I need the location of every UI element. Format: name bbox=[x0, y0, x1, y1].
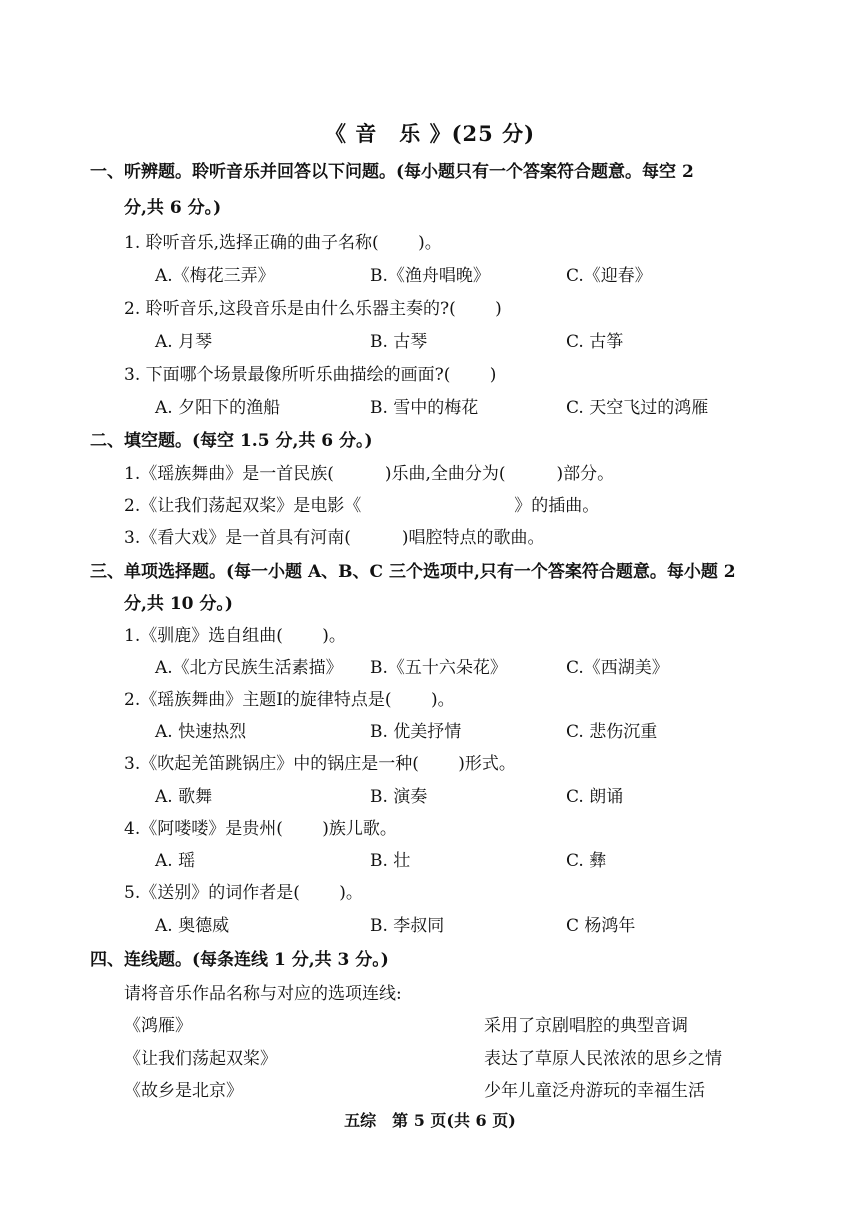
option-c: C. 彝 bbox=[566, 851, 607, 871]
option-c: C.《迎春》 bbox=[566, 266, 652, 286]
question-text: 1.《驯鹿》选自组曲( )。 bbox=[124, 626, 346, 646]
option-a: A. 夕阳下的渔船 bbox=[155, 398, 281, 418]
question-text: 2. 聆听音乐,这段音乐是由什么乐器主奏的?( ) bbox=[124, 299, 502, 319]
page-title: 《 音 乐 》(25 分) bbox=[324, 121, 536, 146]
option-c: C. 悲伤沉重 bbox=[566, 722, 658, 742]
section-1-heading-cont: 分,共 6 分。) bbox=[124, 198, 222, 218]
matching-right-item: 少年儿童泛舟游玩的幸福生活 bbox=[484, 1081, 705, 1101]
option-c: C. 古筝 bbox=[566, 332, 624, 352]
option-b: B. 雪中的梅花 bbox=[370, 398, 479, 418]
option-c: C. 朗诵 bbox=[566, 787, 624, 807]
option-a: A.《梅花三弄》 bbox=[155, 266, 275, 286]
option-b: B. 壮 bbox=[370, 851, 411, 871]
question-text: 2.《让我们荡起双桨》是电影《 》的插曲。 bbox=[124, 496, 600, 516]
option-a: A. 歌舞 bbox=[155, 787, 213, 807]
question-text: 4.《阿喽喽》是贵州( )族儿歌。 bbox=[124, 819, 397, 839]
option-c: C. 天空飞过的鸿雁 bbox=[566, 398, 709, 418]
page-footer: 五综 第 5 页(共 6 页) bbox=[344, 1111, 516, 1130]
question-text: 1.《瑶族舞曲》是一首民族( )乐曲,全曲分为( )部分。 bbox=[124, 464, 615, 484]
question-text: 1. 聆听音乐,选择正确的曲子名称( )。 bbox=[124, 233, 442, 253]
option-b: B. 演奏 bbox=[370, 787, 428, 807]
section-3-heading: 三、单项选择题。(每一小题 A、B、C 三个选项中,只有一个答案符合题意。每小题 2 bbox=[90, 562, 736, 582]
question-text: 3.《吹起羌笛跳锅庄》中的锅庄是一种( )形式。 bbox=[124, 754, 516, 774]
matching-left-item: 《故乡是北京》 bbox=[124, 1081, 243, 1101]
question-text: 3.《看大戏》是一首具有河南( )唱腔特点的歌曲。 bbox=[124, 528, 545, 548]
option-a: A.《北方民族生活素描》 bbox=[155, 658, 343, 678]
option-b: B. 古琴 bbox=[370, 332, 428, 352]
section-3-heading-cont: 分,共 10 分。) bbox=[124, 594, 233, 614]
matching-right-item: 采用了京剧唱腔的典型音调 bbox=[484, 1016, 688, 1036]
matching-left-item: 《让我们荡起双桨》 bbox=[124, 1049, 277, 1069]
option-c: C 杨鸿年 bbox=[566, 916, 636, 936]
matching-right-item: 表达了草原人民浓浓的思乡之情 bbox=[484, 1049, 722, 1069]
matching-instruction: 请将音乐作品名称与对应的选项连线: bbox=[124, 984, 402, 1004]
option-c: C.《西湖美》 bbox=[566, 658, 669, 678]
matching-left-item: 《鸿雁》 bbox=[124, 1016, 192, 1036]
option-b: B.《渔舟唱晚》 bbox=[370, 266, 490, 286]
option-a: A. 快速热烈 bbox=[155, 722, 247, 742]
option-b: B. 优美抒情 bbox=[370, 722, 462, 742]
option-a: A. 奥德威 bbox=[155, 916, 230, 936]
section-4-heading: 四、连线题。(每条连线 1 分,共 3 分。) bbox=[90, 950, 389, 970]
option-b: B.《五十六朵花》 bbox=[370, 658, 507, 678]
question-text: 3. 下面哪个场景最像所听乐曲描绘的画面?( ) bbox=[124, 365, 497, 385]
question-text: 2.《瑶族舞曲》主题Ⅰ的旋律特点是( )。 bbox=[124, 690, 455, 710]
section-2-heading: 二、填空题。(每空 1.5 分,共 6 分。) bbox=[90, 431, 373, 451]
option-a: A. 月琴 bbox=[155, 332, 213, 352]
section-1-heading: 一、听辨题。聆听音乐并回答以下问题。(每小题只有一个答案符合题意。每空 2 bbox=[90, 162, 694, 182]
option-a: A. 瑶 bbox=[155, 851, 196, 871]
option-b: B. 李叔同 bbox=[370, 916, 445, 936]
question-text: 5.《送别》的词作者是( )。 bbox=[124, 883, 363, 903]
